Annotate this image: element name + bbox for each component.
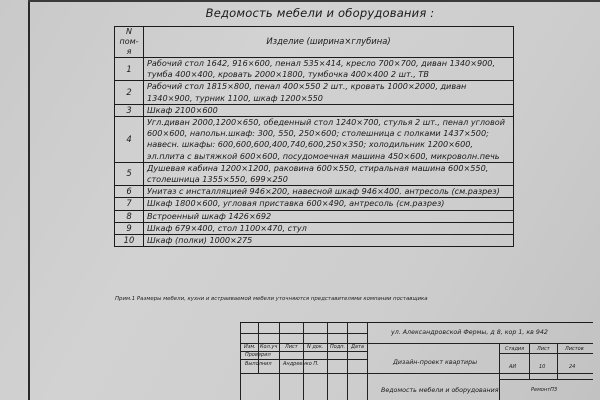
tb-line: [241, 359, 367, 360]
row-text: Унитаз с инсталляцией 946×200, навесной шкаф 946×400. антресоль (см.разрез): [144, 186, 514, 198]
tb-sheet-value: 10: [539, 364, 546, 370]
table-row: [115, 162, 514, 185]
table-row: [115, 104, 514, 116]
row-number: 9: [115, 222, 144, 234]
row-text: Шкаф (полки) 1000×275: [144, 235, 514, 247]
row-text: Шкаф 679×400, стол 1100×470, стул: [144, 222, 514, 234]
tb-col-izm: Изм.: [244, 344, 256, 350]
tb-line: [240, 323, 241, 400]
furniture-table: [114, 26, 514, 247]
tb-sheet-label: Лист: [537, 346, 550, 352]
tb-col-data: Дата: [351, 344, 364, 350]
tb-line: [347, 323, 348, 400]
tb-company: РемонтПЗ: [531, 387, 558, 393]
row-text: Угл.диван 2000,1200×650, обеденный стол 1240×700, стулья 2 шт., пенал угловой 600×600, напольн.шкаф: 300, 550, 250×600; столешница с полками 1437×500; навесн. шкафы: 600,600,600,400,740,600,250×350; холодильник 1200×600, эл.плита с вытяжкой 600×600, посудомоечная машина 450×600, микроволн.печь: [144, 117, 514, 163]
frame-top-border: [28, 0, 600, 2]
row-number: 5: [115, 162, 144, 185]
tb-executed-label: Выполнил: [245, 361, 272, 367]
tb-line: [327, 323, 328, 400]
row-text: Шкаф 2100×600: [144, 104, 514, 116]
tb-line: [367, 323, 368, 400]
row-text: Рабочий стол 1815×800, пенал 400×550 2 шт., кровать 1000×2000, диван 1340×900, турник 1100, шкаф 1200×550: [144, 81, 514, 104]
table-row: [115, 186, 514, 198]
row-text: Рабочий стол 1642, 916×600, пенал 535×414, кресло 700×700, диван 1340×900, тумба 400×400, кровать 2000×1800, тумбочка 400×400 2 шт., ТВ: [144, 58, 514, 81]
tb-line: [499, 353, 593, 354]
header-item: Изделие (ширина×глубина): [144, 27, 514, 58]
row-number: 10: [115, 235, 144, 247]
tb-checked-label: Проверил: [245, 352, 271, 358]
frame-left-border: [28, 0, 30, 400]
tb-line: [241, 373, 593, 374]
tb-stage-value: АИ: [509, 364, 517, 370]
row-number: 4: [115, 117, 144, 163]
tb-line: [241, 333, 367, 334]
table-row: [115, 58, 514, 81]
table-header-row: [115, 27, 514, 58]
header-room-number: N пом-я: [115, 27, 144, 58]
tb-line: [279, 323, 280, 400]
tb-col-koluch: Кол.уч: [260, 344, 278, 350]
tb-sheets-label: Листов: [565, 346, 584, 352]
row-number: 8: [115, 210, 144, 222]
tb-col-list: Лист: [285, 344, 298, 350]
tb-sheet-name: Ведомость мебели и оборудования: [381, 387, 499, 394]
row-number: 2: [115, 81, 144, 104]
row-number: 1: [115, 58, 144, 81]
table-row: [115, 222, 514, 234]
table-row: [115, 81, 514, 104]
tb-executor-name: Андреенко П.: [283, 361, 319, 367]
table-row: [115, 210, 514, 222]
title-block: [240, 322, 593, 400]
row-text: Шкаф 1800×600, угловая приставка 600×490, антресоль (см.разрез): [144, 198, 514, 210]
row-number: 3: [115, 104, 144, 116]
tb-line: [499, 379, 593, 380]
row-text: Душевая кабина 1200×1200, раковина 600×550, стиральная машина 600×550, столешница 1355×550, 699×250: [144, 162, 514, 185]
row-text: Встроенный шкаф 1426×692: [144, 210, 514, 222]
tb-col-podp: Подп.: [330, 344, 346, 350]
table-row: [115, 117, 514, 163]
footnote: Прим.1 Размеры мебели, кухни и встраиваемой мебели уточняются представителями компании поставщика: [115, 296, 428, 302]
table-row: [115, 198, 514, 210]
page-title: Ведомость мебели и оборудования :: [205, 6, 435, 20]
tb-col-ndok: N док.: [307, 344, 324, 350]
tb-address: ул. Александровской Фермы, д 8, кор 1, кв 942: [391, 329, 548, 336]
row-number: 7: [115, 198, 144, 210]
tb-stage-label: Стадия: [505, 346, 525, 352]
tb-line: [499, 343, 500, 400]
tb-sheets-value: 24: [569, 364, 576, 370]
tb-project: Дизайн-проект квартиры: [393, 359, 478, 366]
row-number: 6: [115, 186, 144, 198]
table-row: [115, 235, 514, 247]
